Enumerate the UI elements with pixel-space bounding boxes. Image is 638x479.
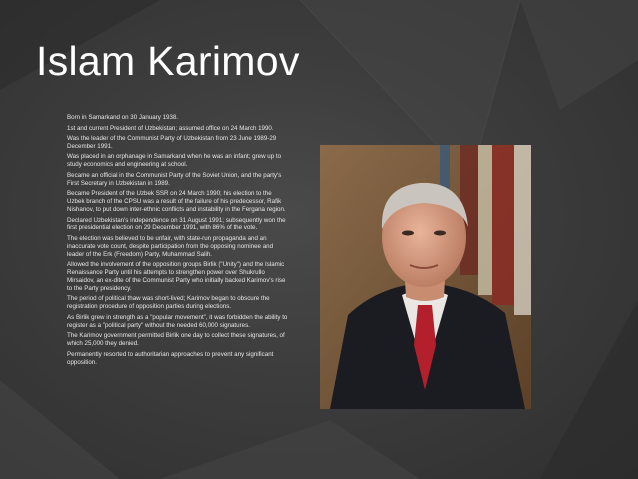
list-item: Born in Samarkand on 30 January 1938.	[67, 114, 179, 121]
list-item: Declared Uzbekistan's independence on 31 August 1991; subsequently won the first presidential election on 29 December 1991, with 86% of the vote.	[67, 216, 286, 232]
list-item: Became President of the Uzbek SSR on 24 March 1990; his election to the Uzbek branch of the CPSU was a result of the failure of his predecessor, Rafik Nishanov, to put down inter-ethnic conflicts and instability in the Fergana region.	[67, 190, 286, 214]
list-item: Became an official in the Communist Party of the Soviet Union, and the party's First Secretary in Uzbekistan in 1989.	[67, 171, 282, 187]
list-item: Was placed in an orphanage in Samarkand when he was an infant; grew up to study economics and engineering at school.	[67, 153, 282, 169]
list-item: Was the leader of the Communist Party of Uzbekistan from 23 June 1989-29 December 1991.	[67, 135, 277, 150]
list-item: 1st and current President of Uzbekistan; assumed office on 24 March 1990.	[67, 124, 274, 132]
list-item: As Birlik grew in strength as a "popular movement", it was forbidden the ability to register as a "political party" without the needed 60,000 signatures.	[67, 313, 288, 329]
bullet-list	[38, 114, 290, 369]
list-item: The Karimov government permitted Birlik one day to collect these signatures, of which 25,000 they denied.	[67, 332, 285, 348]
list-item: Permanently resorted to authoritarian approaches to prevent any significant opposition.	[67, 350, 274, 366]
portrait-photo	[320, 145, 531, 409]
list-item: The period of political thaw was short-lived; Karimov began to obscure the registration procedure of opposition parties during elections.	[67, 295, 270, 311]
list-item: Allowed the involvement of the opposition groups Birlik ("Unity") and the Islamic Renaissance Party until his attempts to strengthen power over Shukrullo Mirsaidov, an ex-dite of the Communist Party who initially backed Karimov's rise to the Party presidency.	[67, 261, 286, 292]
slide-title: Islam Karimov	[36, 38, 300, 84]
list-item: The election was believed to be unfair, with state-run propaganda and an inaccurate vote count, despite participation from the opposing nominee and leader of the Erk (Freedom) Party, Muhammad Salih.	[67, 234, 274, 258]
